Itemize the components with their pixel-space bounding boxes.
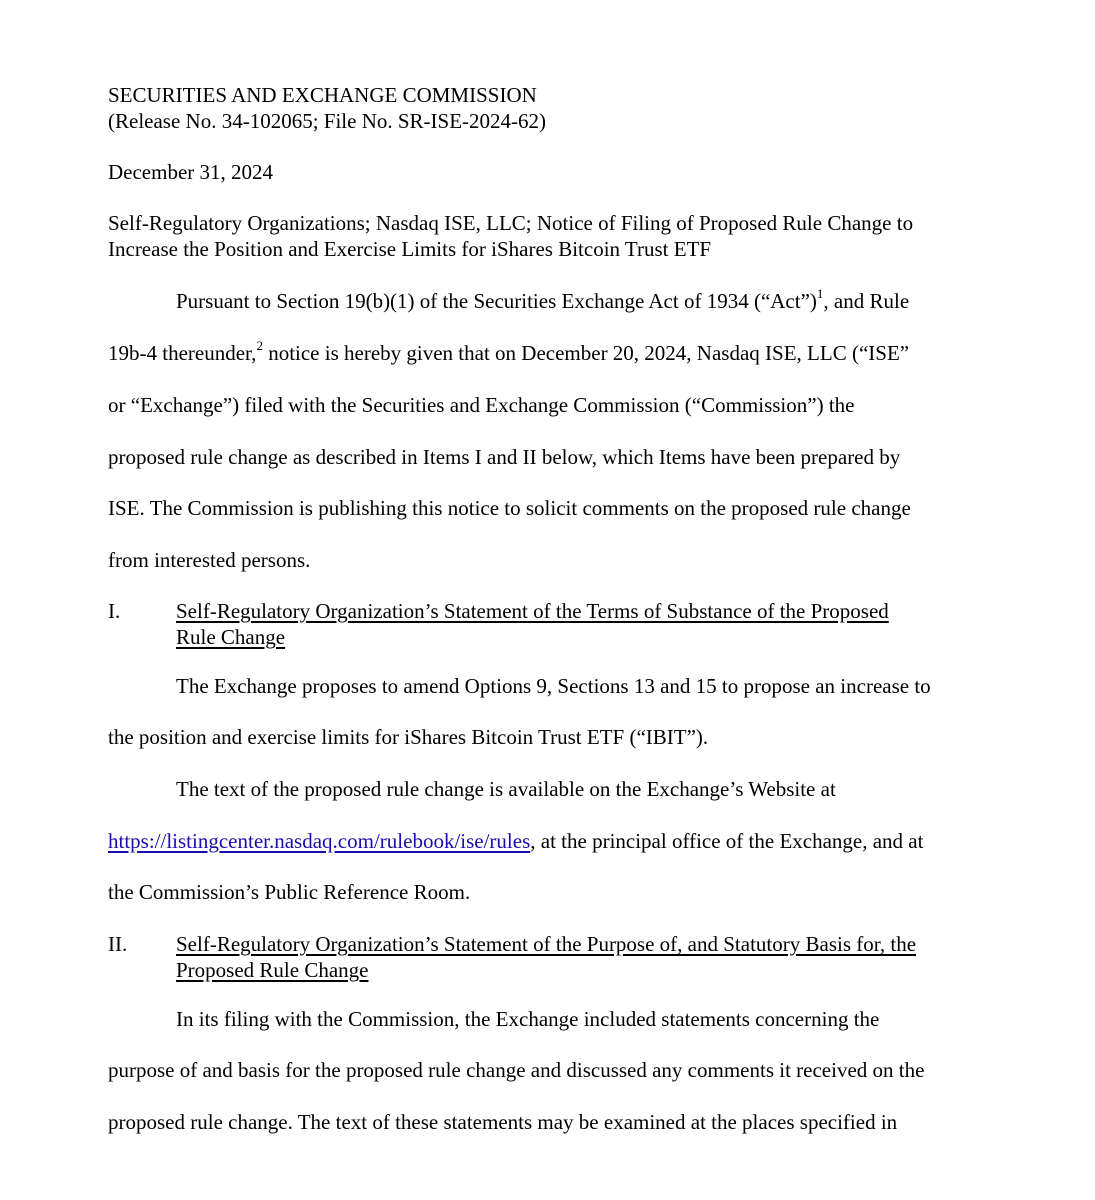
- footnote-ref-2[interactable]: 2: [256, 338, 263, 353]
- section-1-p2-line-1: The text of the proposed rule change is available on the Exchange’s Website at: [176, 777, 836, 801]
- section-2-heading-line-2: Proposed Rule Change: [176, 958, 369, 982]
- intro-text-2a: 19b-4 thereunder,: [108, 341, 257, 365]
- subject-line-2: Increase the Position and Exercise Limits for iShares Bitcoin Trust ETF: [108, 237, 712, 261]
- section-1-p2-line-2-rest: , at the principal office of the Exchange, and at: [530, 829, 924, 853]
- intro-line-6: from interested persons.: [108, 548, 311, 572]
- section-1-p2-line-2: [108, 828, 923, 854]
- section-2-p1-line-3: proposed rule change. The text of these statements may be examined at the places specified in: [108, 1110, 898, 1134]
- section-1-heading-line-1: Self-Regulatory Organization’s Statement of the Terms of Substance of the Proposed: [176, 599, 889, 623]
- intro-text-2b: notice is hereby given that on December 20, 2024, Nasdaq ISE, LLC (“ISE”: [262, 341, 910, 365]
- section-2-p1-line-1: In its filing with the Commission, the Exchange included statements concerning the: [176, 1007, 880, 1031]
- section-1-p2-line-3: the Commission’s Public Reference Room.: [108, 880, 471, 904]
- intro-line-3: or “Exchange”) filed with the Securities and Exchange Commission (“Commission”) the: [108, 393, 855, 417]
- intro-line-4: proposed rule change as described in Items I and II below, which Items have been prepared by: [108, 445, 901, 469]
- section-1-p1-line-1: The Exchange proposes to amend Options 9, Sections 13 and 15 to propose an increase to: [176, 674, 931, 698]
- subject-line-1: Self-Regulatory Organizations; Nasdaq ISE, LLC; Notice of Filing of Proposed Rule Change to: [108, 211, 914, 235]
- intro-text-1b: , and Rule: [823, 289, 910, 313]
- footnote-ref-1[interactable]: 1: [816, 286, 824, 301]
- document-date: December 31, 2024: [108, 160, 274, 184]
- section-1-p1-line-2: the position and exercise limits for iShares Bitcoin Trust ETF (“IBIT”).: [108, 725, 709, 749]
- intro-line-5: ISE. The Commission is publishing this notice to solicit comments on the proposed rule change: [108, 496, 911, 520]
- section-1-heading-line-2: Rule Change: [176, 625, 286, 649]
- section-1-numeral: I.: [108, 599, 121, 623]
- intro-line-2: [108, 340, 909, 366]
- agency-name: SECURITIES AND EXCHANGE COMMISSION: [108, 83, 537, 107]
- section-2-p1-line-2: purpose of and basis for the proposed rule change and discussed any comments it received on the: [108, 1058, 925, 1082]
- intro-line-1: [176, 288, 909, 314]
- rulebook-link[interactable]: https://listingcenter.nasdaq.com/rulebook/ise/rules: [108, 829, 531, 853]
- section-2-numeral: II.: [108, 932, 128, 956]
- section-2-heading-line-1: Self-Regulatory Organization’s Statement of the Purpose of, and Statutory Basis for, the: [176, 932, 917, 956]
- intro-text-1a: Pursuant to Section 19(b)(1) of the Securities Exchange Act of 1934 (“Act”): [176, 289, 817, 313]
- release-number: (Release No. 34-102065; File No. SR-ISE-2024-62): [108, 109, 547, 133]
